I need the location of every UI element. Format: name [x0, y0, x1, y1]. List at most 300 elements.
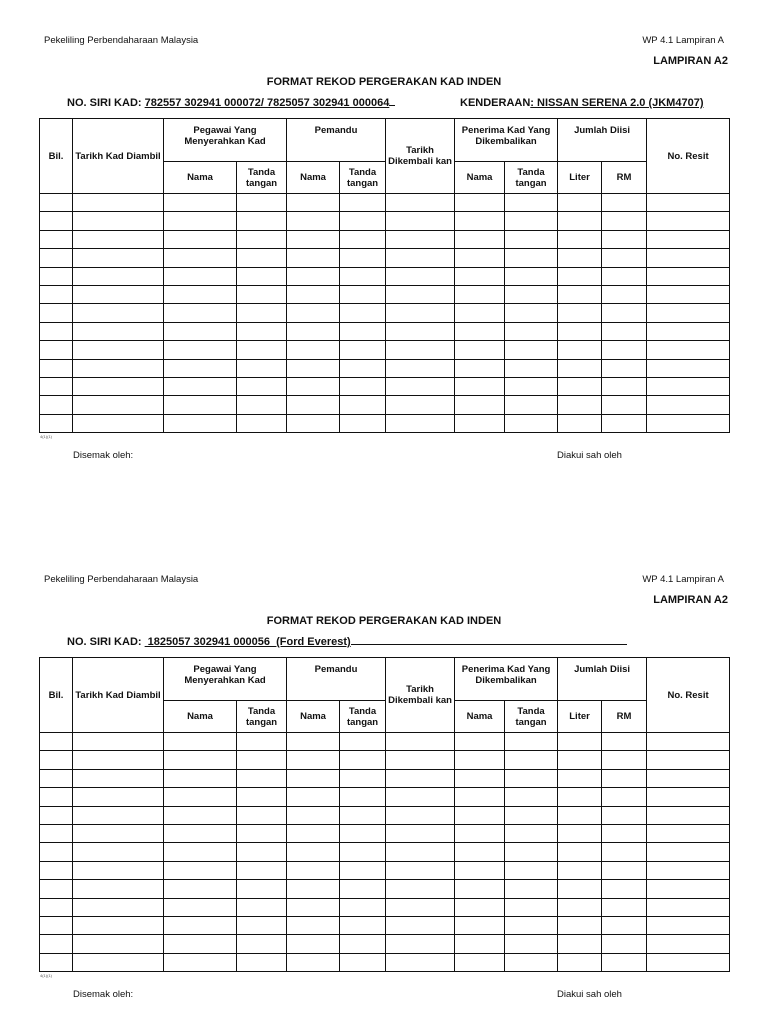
table-cell[interactable]: [237, 861, 287, 879]
table-cell[interactable]: [386, 359, 455, 377]
table-cell[interactable]: [455, 861, 505, 879]
table-cell[interactable]: [386, 916, 455, 934]
table-cell[interactable]: [558, 824, 602, 842]
table-cell[interactable]: [287, 733, 340, 751]
table-cell[interactable]: [505, 751, 558, 769]
table-cell[interactable]: [647, 788, 730, 806]
table-cell[interactable]: [558, 194, 602, 212]
table-cell[interactable]: [73, 916, 164, 934]
table-cell[interactable]: [340, 733, 386, 751]
table-cell[interactable]: [386, 751, 455, 769]
table-cell[interactable]: [287, 267, 340, 285]
table-cell[interactable]: [237, 230, 287, 248]
table-cell[interactable]: [455, 285, 505, 303]
table-cell[interactable]: [558, 916, 602, 934]
table-cell[interactable]: [602, 769, 647, 787]
table-cell[interactable]: [647, 733, 730, 751]
table-cell[interactable]: [287, 414, 340, 432]
table-cell[interactable]: [40, 751, 73, 769]
table-cell[interactable]: [340, 377, 386, 395]
table-cell[interactable]: [73, 396, 164, 414]
table-cell[interactable]: [287, 304, 340, 322]
table-cell[interactable]: [287, 824, 340, 842]
table-cell[interactable]: [558, 751, 602, 769]
table-cell[interactable]: [340, 341, 386, 359]
table-cell[interactable]: [602, 341, 647, 359]
table-cell[interactable]: [40, 953, 73, 971]
table-cell[interactable]: [164, 861, 237, 879]
table-cell[interactable]: [386, 769, 455, 787]
table-cell[interactable]: [455, 824, 505, 842]
table-cell[interactable]: [164, 916, 237, 934]
table-cell[interactable]: [602, 212, 647, 230]
table-cell[interactable]: [287, 751, 340, 769]
table-cell[interactable]: [386, 304, 455, 322]
table-cell[interactable]: [455, 377, 505, 395]
table-cell[interactable]: [40, 733, 73, 751]
table-cell[interactable]: [558, 377, 602, 395]
table-cell[interactable]: [455, 953, 505, 971]
table-cell[interactable]: [505, 285, 558, 303]
table-cell[interactable]: [237, 751, 287, 769]
table-cell[interactable]: [164, 396, 237, 414]
table-cell[interactable]: [164, 194, 237, 212]
table-cell[interactable]: [40, 935, 73, 953]
table-cell[interactable]: [602, 396, 647, 414]
table-cell[interactable]: [40, 414, 73, 432]
table-cell[interactable]: [455, 751, 505, 769]
table-cell[interactable]: [647, 935, 730, 953]
table-cell[interactable]: [237, 396, 287, 414]
table-cell[interactable]: [505, 898, 558, 916]
table-cell[interactable]: [287, 377, 340, 395]
table-cell[interactable]: [340, 194, 386, 212]
table-cell[interactable]: [73, 935, 164, 953]
table-cell[interactable]: [164, 267, 237, 285]
table-cell[interactable]: [40, 341, 73, 359]
table-cell[interactable]: [40, 267, 73, 285]
table-cell[interactable]: [647, 916, 730, 934]
table-cell[interactable]: [164, 249, 237, 267]
table-cell[interactable]: [602, 806, 647, 824]
table-cell[interactable]: [455, 249, 505, 267]
table-cell[interactable]: [455, 898, 505, 916]
table-cell[interactable]: [164, 341, 237, 359]
table-cell[interactable]: [73, 880, 164, 898]
table-cell[interactable]: [237, 953, 287, 971]
table-cell[interactable]: [558, 769, 602, 787]
table-cell[interactable]: [164, 935, 237, 953]
table-cell[interactable]: [602, 414, 647, 432]
table-cell[interactable]: [340, 843, 386, 861]
table-cell[interactable]: [455, 322, 505, 340]
table-cell[interactable]: [40, 880, 73, 898]
table-cell[interactable]: [386, 843, 455, 861]
table-cell[interactable]: [340, 396, 386, 414]
table-cell[interactable]: [602, 359, 647, 377]
table-cell[interactable]: [386, 230, 455, 248]
table-cell[interactable]: [73, 341, 164, 359]
table-cell[interactable]: [237, 880, 287, 898]
table-cell[interactable]: [602, 267, 647, 285]
table-cell[interactable]: [558, 249, 602, 267]
table-cell[interactable]: [73, 751, 164, 769]
table-cell[interactable]: [602, 304, 647, 322]
table-cell[interactable]: [505, 267, 558, 285]
table-cell[interactable]: [386, 953, 455, 971]
table-cell[interactable]: [505, 935, 558, 953]
table-cell[interactable]: [602, 898, 647, 916]
table-cell[interactable]: [386, 824, 455, 842]
table-cell[interactable]: [287, 806, 340, 824]
table-cell[interactable]: [73, 285, 164, 303]
table-cell[interactable]: [505, 806, 558, 824]
table-cell[interactable]: [287, 898, 340, 916]
table-cell[interactable]: [237, 377, 287, 395]
table-cell[interactable]: [164, 751, 237, 769]
table-cell[interactable]: [505, 953, 558, 971]
table-cell[interactable]: [455, 341, 505, 359]
table-cell[interactable]: [73, 733, 164, 751]
table-cell[interactable]: [73, 322, 164, 340]
table-cell[interactable]: [287, 953, 340, 971]
table-cell[interactable]: [558, 861, 602, 879]
table-cell[interactable]: [287, 194, 340, 212]
table-cell[interactable]: [558, 212, 602, 230]
table-cell[interactable]: [505, 194, 558, 212]
table-cell[interactable]: [40, 824, 73, 842]
table-cell[interactable]: [386, 267, 455, 285]
table-cell[interactable]: [386, 194, 455, 212]
table-cell[interactable]: [237, 304, 287, 322]
table-cell[interactable]: [386, 788, 455, 806]
table-cell[interactable]: [237, 733, 287, 751]
table-cell[interactable]: [386, 285, 455, 303]
table-cell[interactable]: [558, 285, 602, 303]
table-cell[interactable]: [237, 359, 287, 377]
table-cell[interactable]: [386, 212, 455, 230]
table-cell[interactable]: [455, 267, 505, 285]
table-cell[interactable]: [386, 898, 455, 916]
table-cell[interactable]: [647, 953, 730, 971]
table-cell[interactable]: [237, 322, 287, 340]
table-cell[interactable]: [237, 249, 287, 267]
table-cell[interactable]: [647, 359, 730, 377]
table-cell[interactable]: [73, 304, 164, 322]
table-cell[interactable]: [455, 806, 505, 824]
table-cell[interactable]: [386, 414, 455, 432]
table-cell[interactable]: [647, 212, 730, 230]
table-cell[interactable]: [340, 267, 386, 285]
table-cell[interactable]: [340, 322, 386, 340]
table-cell[interactable]: [40, 212, 73, 230]
table-cell[interactable]: [558, 359, 602, 377]
table-cell[interactable]: [340, 806, 386, 824]
table-cell[interactable]: [647, 751, 730, 769]
table-cell[interactable]: [505, 341, 558, 359]
table-cell[interactable]: [340, 304, 386, 322]
table-cell[interactable]: [73, 953, 164, 971]
table-cell[interactable]: [40, 769, 73, 787]
table-cell[interactable]: [340, 935, 386, 953]
table-cell[interactable]: [340, 898, 386, 916]
table-cell[interactable]: [647, 194, 730, 212]
table-cell[interactable]: [287, 230, 340, 248]
table-cell[interactable]: [455, 414, 505, 432]
table-cell[interactable]: [237, 843, 287, 861]
table-cell[interactable]: [73, 212, 164, 230]
table-cell[interactable]: [455, 880, 505, 898]
table-cell[interactable]: [40, 396, 73, 414]
table-cell[interactable]: [647, 843, 730, 861]
table-cell[interactable]: [40, 230, 73, 248]
table-cell[interactable]: [40, 194, 73, 212]
table-cell[interactable]: [505, 359, 558, 377]
table-cell[interactable]: [505, 414, 558, 432]
table-cell[interactable]: [602, 824, 647, 842]
table-cell[interactable]: [602, 249, 647, 267]
table-cell[interactable]: [558, 733, 602, 751]
table-cell[interactable]: [164, 377, 237, 395]
table-cell[interactable]: [505, 880, 558, 898]
table-cell[interactable]: [647, 880, 730, 898]
table-cell[interactable]: [73, 824, 164, 842]
table-cell[interactable]: [602, 733, 647, 751]
table-cell[interactable]: [73, 249, 164, 267]
table-cell[interactable]: [287, 880, 340, 898]
table-cell[interactable]: [505, 212, 558, 230]
table-cell[interactable]: [287, 341, 340, 359]
table-cell[interactable]: [340, 249, 386, 267]
table-cell[interactable]: [647, 322, 730, 340]
table-cell[interactable]: [386, 733, 455, 751]
table-cell[interactable]: [164, 359, 237, 377]
table-cell[interactable]: [340, 230, 386, 248]
table-cell[interactable]: [340, 769, 386, 787]
table-cell[interactable]: [647, 230, 730, 248]
table-cell[interactable]: [558, 267, 602, 285]
table-cell[interactable]: [558, 953, 602, 971]
table-cell[interactable]: [558, 322, 602, 340]
table-cell[interactable]: [73, 788, 164, 806]
table-cell[interactable]: [164, 733, 237, 751]
table-cell[interactable]: [455, 212, 505, 230]
table-cell[interactable]: [40, 322, 73, 340]
table-cell[interactable]: [164, 769, 237, 787]
table-cell[interactable]: [386, 806, 455, 824]
table-cell[interactable]: [164, 414, 237, 432]
table-cell[interactable]: [505, 377, 558, 395]
table-cell[interactable]: [455, 733, 505, 751]
table-cell[interactable]: [73, 898, 164, 916]
table-cell[interactable]: [237, 788, 287, 806]
table-cell[interactable]: [73, 843, 164, 861]
table-cell[interactable]: [602, 285, 647, 303]
table-cell[interactable]: [602, 880, 647, 898]
table-cell[interactable]: [505, 916, 558, 934]
table-cell[interactable]: [558, 898, 602, 916]
table-cell[interactable]: [40, 285, 73, 303]
table-cell[interactable]: [237, 824, 287, 842]
table-cell[interactable]: [164, 230, 237, 248]
table-cell[interactable]: [237, 194, 287, 212]
table-cell[interactable]: [558, 341, 602, 359]
table-cell[interactable]: [73, 806, 164, 824]
table-cell[interactable]: [602, 788, 647, 806]
table-cell[interactable]: [647, 824, 730, 842]
table-cell[interactable]: [647, 249, 730, 267]
table-cell[interactable]: [386, 396, 455, 414]
table-cell[interactable]: [647, 341, 730, 359]
table-cell[interactable]: [455, 396, 505, 414]
table-cell[interactable]: [455, 916, 505, 934]
table-cell[interactable]: [647, 285, 730, 303]
table-cell[interactable]: [558, 414, 602, 432]
table-cell[interactable]: [73, 230, 164, 248]
table-cell[interactable]: [73, 359, 164, 377]
table-cell[interactable]: [602, 935, 647, 953]
table-cell[interactable]: [558, 806, 602, 824]
table-cell[interactable]: [505, 249, 558, 267]
table-cell[interactable]: [505, 733, 558, 751]
table-cell[interactable]: [455, 194, 505, 212]
table-cell[interactable]: [73, 769, 164, 787]
table-cell[interactable]: [505, 788, 558, 806]
table-cell[interactable]: [455, 230, 505, 248]
table-cell[interactable]: [505, 304, 558, 322]
table-cell[interactable]: [287, 359, 340, 377]
table-cell[interactable]: [164, 212, 237, 230]
table-cell[interactable]: [40, 788, 73, 806]
table-cell[interactable]: [602, 953, 647, 971]
table-cell[interactable]: [340, 285, 386, 303]
table-cell[interactable]: [647, 806, 730, 824]
table-cell[interactable]: [386, 341, 455, 359]
table-cell[interactable]: [340, 916, 386, 934]
table-cell[interactable]: [647, 414, 730, 432]
table-cell[interactable]: [602, 377, 647, 395]
table-cell[interactable]: [602, 230, 647, 248]
table-cell[interactable]: [505, 322, 558, 340]
table-cell[interactable]: [287, 285, 340, 303]
table-cell[interactable]: [40, 898, 73, 916]
table-cell[interactable]: [340, 212, 386, 230]
table-cell[interactable]: [455, 304, 505, 322]
table-cell[interactable]: [164, 824, 237, 842]
table-cell[interactable]: [237, 935, 287, 953]
table-cell[interactable]: [287, 843, 340, 861]
table-cell[interactable]: [164, 788, 237, 806]
table-cell[interactable]: [602, 194, 647, 212]
table-cell[interactable]: [558, 396, 602, 414]
table-cell[interactable]: [73, 377, 164, 395]
table-cell[interactable]: [505, 824, 558, 842]
table-cell[interactable]: [40, 916, 73, 934]
table-cell[interactable]: [455, 788, 505, 806]
table-cell[interactable]: [287, 861, 340, 879]
table-cell[interactable]: [558, 230, 602, 248]
table-cell[interactable]: [164, 806, 237, 824]
table-cell[interactable]: [647, 396, 730, 414]
table-cell[interactable]: [558, 843, 602, 861]
table-cell[interactable]: [558, 788, 602, 806]
table-cell[interactable]: [340, 414, 386, 432]
table-cell[interactable]: [647, 377, 730, 395]
table-cell[interactable]: [602, 843, 647, 861]
table-cell[interactable]: [164, 898, 237, 916]
table-cell[interactable]: [73, 861, 164, 879]
table-cell[interactable]: [386, 377, 455, 395]
table-cell[interactable]: [558, 880, 602, 898]
table-cell[interactable]: [340, 751, 386, 769]
table-cell[interactable]: [237, 769, 287, 787]
table-cell[interactable]: [602, 916, 647, 934]
table-cell[interactable]: [40, 806, 73, 824]
table-cell[interactable]: [164, 304, 237, 322]
table-cell[interactable]: [505, 843, 558, 861]
table-cell[interactable]: [340, 953, 386, 971]
table-cell[interactable]: [164, 322, 237, 340]
table-cell[interactable]: [73, 414, 164, 432]
table-cell[interactable]: [505, 769, 558, 787]
table-cell[interactable]: [340, 359, 386, 377]
table-cell[interactable]: [505, 396, 558, 414]
table-cell[interactable]: [602, 751, 647, 769]
table-cell[interactable]: [602, 861, 647, 879]
table-cell[interactable]: [40, 304, 73, 322]
table-cell[interactable]: [237, 916, 287, 934]
table-cell[interactable]: [287, 212, 340, 230]
table-cell[interactable]: [386, 322, 455, 340]
table-cell[interactable]: [647, 304, 730, 322]
table-cell[interactable]: [40, 377, 73, 395]
table-cell[interactable]: [340, 788, 386, 806]
table-cell[interactable]: [340, 824, 386, 842]
table-cell[interactable]: [73, 194, 164, 212]
table-cell[interactable]: [647, 898, 730, 916]
table-cell[interactable]: [505, 861, 558, 879]
table-cell[interactable]: [647, 769, 730, 787]
table-cell[interactable]: [164, 880, 237, 898]
table-cell[interactable]: [505, 230, 558, 248]
table-cell[interactable]: [340, 861, 386, 879]
table-cell[interactable]: [237, 414, 287, 432]
table-cell[interactable]: [287, 788, 340, 806]
table-cell[interactable]: [287, 249, 340, 267]
table-cell[interactable]: [237, 806, 287, 824]
table-cell[interactable]: [386, 935, 455, 953]
table-cell[interactable]: [386, 249, 455, 267]
table-cell[interactable]: [237, 267, 287, 285]
table-cell[interactable]: [40, 861, 73, 879]
table-cell[interactable]: [164, 953, 237, 971]
table-cell[interactable]: [237, 898, 287, 916]
table-cell[interactable]: [386, 861, 455, 879]
table-cell[interactable]: [287, 322, 340, 340]
table-cell[interactable]: [455, 769, 505, 787]
table-cell[interactable]: [237, 212, 287, 230]
table-cell[interactable]: [647, 267, 730, 285]
table-cell[interactable]: [455, 359, 505, 377]
table-cell[interactable]: [386, 880, 455, 898]
table-cell[interactable]: [40, 249, 73, 267]
table-cell[interactable]: [340, 880, 386, 898]
table-cell[interactable]: [164, 843, 237, 861]
table-cell[interactable]: [287, 935, 340, 953]
table-cell[interactable]: [40, 359, 73, 377]
table-cell[interactable]: [647, 861, 730, 879]
table-cell[interactable]: [558, 935, 602, 953]
